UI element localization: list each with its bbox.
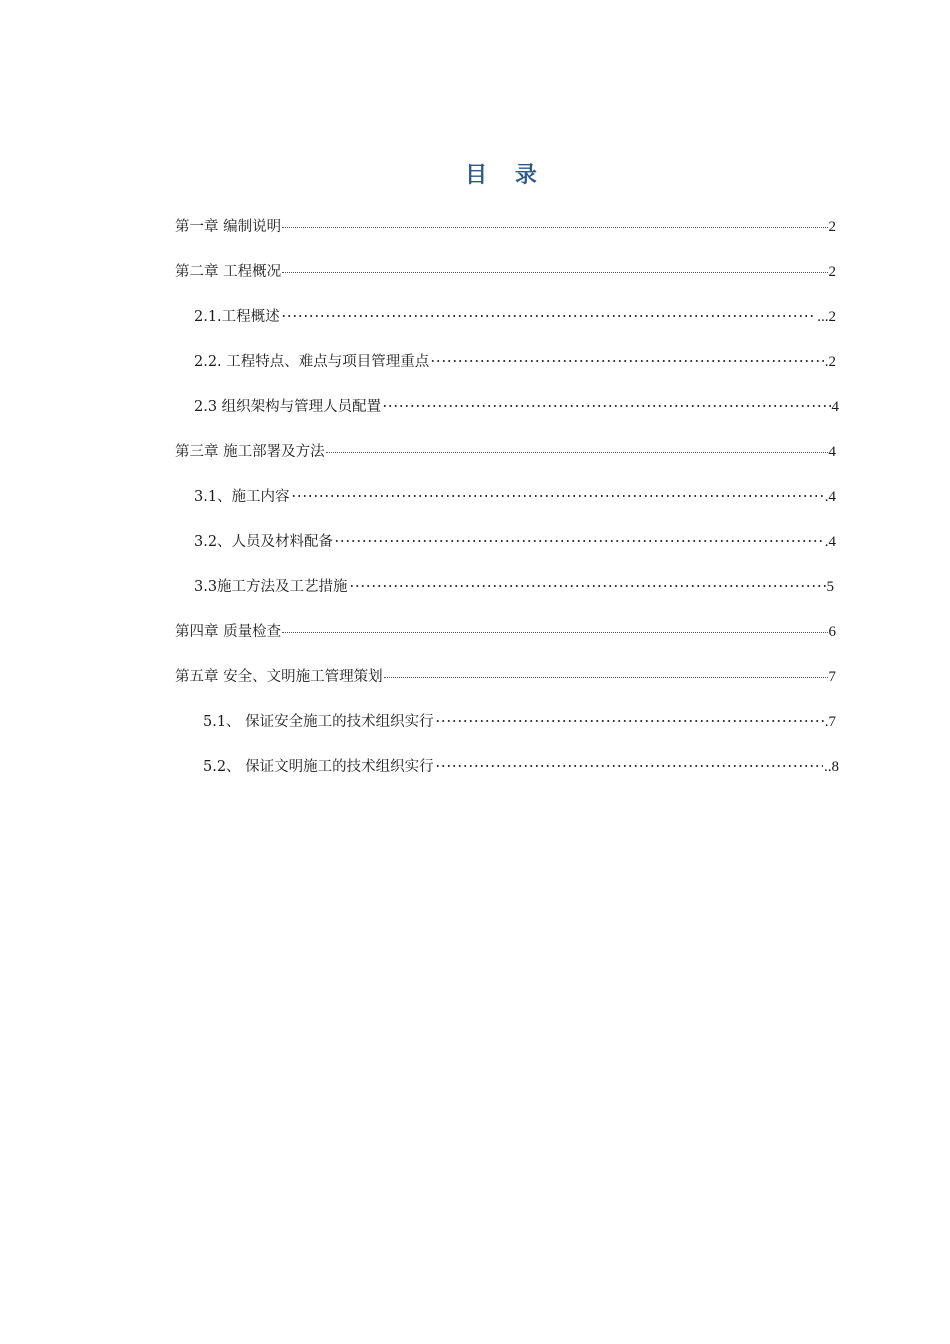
toc-entry-page: 6 [828,624,836,640]
dot-leader [430,348,823,366]
dot-leader [282,618,827,636]
toc-entry-page: ..8 [824,759,839,775]
toc-entry-label: 第二章 工程概况 [175,264,282,280]
toc-entry-page: .2 [824,354,836,370]
toc-entry-label: 2.1.工程概述 [194,309,280,325]
toc-entry-page: 4 [831,399,839,415]
toc-entry-section-3-1[interactable] [194,483,836,507]
dot-leader [326,438,828,456]
toc-entry-page: .7 [824,714,836,730]
toc-entry-section-2-3[interactable] [194,393,839,417]
toc-entry-label: 5.1、 保证安全施工的技术组织实行 [203,714,434,730]
dot-leader [435,708,824,726]
toc-entry-page: 7 [828,669,836,685]
toc-entry-chapter-3[interactable] [175,438,836,462]
toc-entry-label: 第五章 安全、文明施工管理策划 [175,669,383,685]
toc-entry-page: .4 [824,489,836,505]
toc-entry-label: 第三章 施工部署及方法 [175,444,325,460]
toc-entry-label: 3.1、施工内容 [194,489,290,505]
toc-entry-section-2-1[interactable] [194,303,836,327]
dot-leader [435,753,823,771]
dot-leader [384,663,828,681]
toc-entry-page: ...2 [817,309,836,325]
toc-entry-label: 第一章 编制说明 [175,219,282,235]
toc-entry-section-5-1[interactable] [203,708,836,732]
dot-leader [282,258,827,276]
toc-entry-label: 3.2、人员及材料配备 [194,534,334,550]
dot-leader [282,213,827,231]
dot-leader [334,528,824,546]
toc-entry-page: 2 [828,219,836,235]
toc-entry-label: 2.3 组织架构与管理人员配置 [194,399,382,415]
toc-entry-section-2-2[interactable] [194,348,836,372]
toc-entry-section-3-3[interactable] [194,573,834,597]
toc-title: 目 录 [465,162,547,188]
dot-leader [281,303,817,321]
toc-entry-section-3-2[interactable] [194,528,836,552]
toc-entry-page: 4 [828,444,836,460]
dot-leader [349,573,826,591]
toc-entry-page: 5 [826,579,834,595]
toc-entry-page: 2 [828,264,836,280]
toc-entry-page: .4 [824,534,836,550]
toc-entry-label: 2.2. 工程特点、难点与项目管理重点 [194,354,430,370]
toc-entry-label: 第四章 质量检查 [175,624,282,640]
dot-leader [291,483,824,501]
toc-entry-label: 3.3施工方法及工艺措施 [194,579,348,595]
toc-entry-chapter-2[interactable] [175,258,836,282]
toc-entry-section-5-2[interactable] [203,753,839,777]
toc-entry-chapter-5[interactable] [175,663,836,687]
dot-leader [382,393,830,411]
toc-entry-chapter-4[interactable] [175,618,836,642]
toc-entry-label: 5.2、 保证文明施工的技术组织实行 [203,759,434,775]
toc-entry-chapter-1[interactable] [175,213,836,237]
